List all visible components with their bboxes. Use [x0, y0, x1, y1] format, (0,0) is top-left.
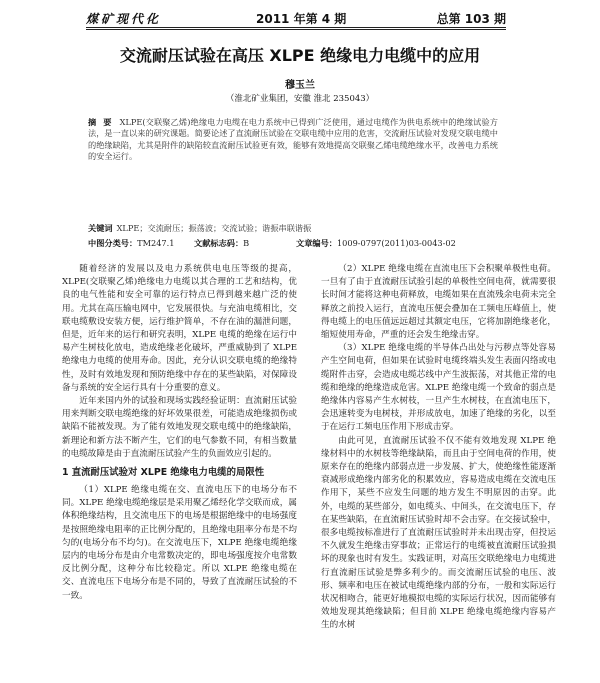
header-rule-bottom: [86, 29, 506, 30]
affiliation: （淮北矿业集团，安徽 淮北 235043）: [225, 94, 375, 104]
body-paragraph: 由此可见，直流耐压试验不仅不能有效地发现 XLPE 绝缘材料中的水树枝等绝缘缺陷，而且由于空间电荷的作用，使原来存在的绝缘内部弱点进一步发展、扩大，使绝缘性能逐渐衰减形成绝缘内部劣化的积累效应，容易造成电缆在交流电压作用下，某些不应发生问题的地方发生不明原因的击穿。此外，电缆的某些部分，如电缆头、中间头，在交流电压下，存在某些缺陷，在直流耐压试验时却不会击穿。在交接试验中，很多电缆按标准进行了直流耐压试验时并未出现击穿，但投运不久就发生绝缘击穿事故；正常运行的电缆被直流耐压试验损坏的现象也时有发生。实践证明，对高压交联绝缘电力电缆进行直流耐压试验是弊多利少的。而交流耐压试验的电压、波形、频率和电压在被试电缆绝缘内部的分布，一般和实际运行状况相吻合，能更好地模拟电缆的实际运行状况，因而能够有效地发现其绝缘缺陷；但目前 XLPE 绝缘电缆绝缘内容易产生的水树: [321, 435, 556, 631]
article-number: 文章编号：1009-0797(2011)03-0043-02: [296, 238, 456, 248]
clc-number: 中图分类号：TM247.1: [88, 238, 175, 248]
doc-code: 文献标志码：B: [194, 238, 250, 248]
issue-number: 2011 年第 4 期: [256, 12, 347, 26]
running-header: [86, 10, 506, 28]
body-paragraph: 随着经济的发展以及电力系统供电电压等级的提高，XLPE(交联聚乙烯)绝缘电力电缆以其合理的工艺和结构，优良的电气性能和安全可靠的运行特点已得到越来越广泛的使用。尤其在高压输电网中，它发展很快。与充油电缆相比，交联电缆敷设安装方便，运行维护简单，不存在油的漏泄问题，但是，近年来的运行和研究表明，XLPE 电缆的绝缘在运行中易产生树枝化放电，造成绝缘老化破坏，严重威胁到了 XLPE 绝缘电力电缆的使用寿命。因此，充分认识交联电缆的绝缘特性，及时有效地发现和预防绝缘中存在的某些缺陷，对保障设备与系统的安全运行具有十分重要的意义。: [62, 264, 297, 393]
body-paragraph: （2）XLPE 绝缘电缆在直流电压下会积聚单极性电荷。一旦有了由于直流耐压试验引起的单极性空间电荷，就需要很长时间才能将这种电荷释放，电缆如果在直流残余电荷未完全释放之前投入运行，直流电压便会叠加在工频电压峰值上，使得电缆上的电压值远远超过其额定电压，它将加剧绝缘老化，缩短使用寿命，严重的还会发生绝缘击穿。: [321, 264, 556, 341]
paper-title: 交流耐压试验在高压 XLPE 绝缘电力电缆中的应用: [119, 46, 481, 65]
journal-name: 煤矿现代化: [86, 12, 162, 26]
keywords-label: 关键词: [88, 223, 113, 233]
keywords-text: XLPE；交流耐压；振荡波；交流试验；谐振串联谐振: [116, 223, 312, 233]
body-column-right: [321, 263, 556, 633]
classification-line: [88, 238, 508, 250]
body-paragraph: （1）XLPE 绝缘电缆在交、直流电压下的电场分布不同。XLPE 绝缘电缆绝缘层是采用聚乙烯经化学交联而成，属体积绝缘结构，且交流电压下的电场是根据绝缘中的电场强度是按照绝缘电阻率的正比例分配的，且绝缘电阻率分布是不均匀的(电场分布不均匀)。在交流电压下，XLPE 绝缘电缆绝缘层内的电场分布是由介电常数决定的，即电场强度按介电常数反比例分配，这种分布比较稳定。所以 XLPE 绝缘电缆在交、直流电压下电场分布是不同的，导致了直流耐压试验的不一致。: [62, 485, 297, 601]
total-issue: 总第 103 期: [436, 12, 506, 26]
abstract-text: XLPE(交联聚乙烯)绝缘电力电缆在电力系统中已得到广泛使用，通过电缆作为供电系统中的绝缘试验方法，是一直以来的研究课题。简要论述了直流耐压试验在交联电缆中应用的危害，交流耐压试验对发现交联电缆中的绝缘缺陷，尤其是附件的缺陷较直流耐压试验更有效，能够有效地提高交联聚乙烯电缆绝缘水平，改善电力系统的安全运行。: [88, 117, 498, 162]
abstract-label: 摘 要: [88, 117, 114, 127]
body-paragraph: （3）XLPE 绝缘电缆的半导体凸出处与污秽点等处容易产生空间电荷，但如果在试验时电缆终端头发生表面闪络或电缆附件击穿，会造成电缆芯线中产生波振荡，对其他正常的电缆和绝缘的绝缘造成危害。XLPE 绝缘电缆一个致命的弱点是绝缘体内容易产生水树枝，一旦产生水树枝，在直流电压下，会迅速转变为电树枝，并形成放电，加速了绝缘的劣化，以至于在运行工频电压作用下形成击穿。: [321, 343, 556, 433]
body-column-left: [62, 263, 297, 603]
author: 穆玉兰: [285, 80, 315, 91]
header-rule-top: [86, 27, 506, 28]
abstract: [88, 117, 498, 163]
keywords: [88, 223, 508, 234]
section-heading: 1 直流耐压试验对 XLPE 绝缘电力电缆的局限性: [62, 467, 265, 479]
body-paragraph: 近年来国内外的试验和现场实践经验证明：直流耐压试验用来判断交联电缆绝缘的好坏效果很差，可能造成绝缘损伤或缺陷不能被发现。为了能有效地发现交联电缆中的绝缘缺陷，新理论和新方法不断产生，它们的电气参数不同，有相当数量的电缆故障是由于直流耐压试验产生的负面效应引起的。: [62, 396, 297, 459]
